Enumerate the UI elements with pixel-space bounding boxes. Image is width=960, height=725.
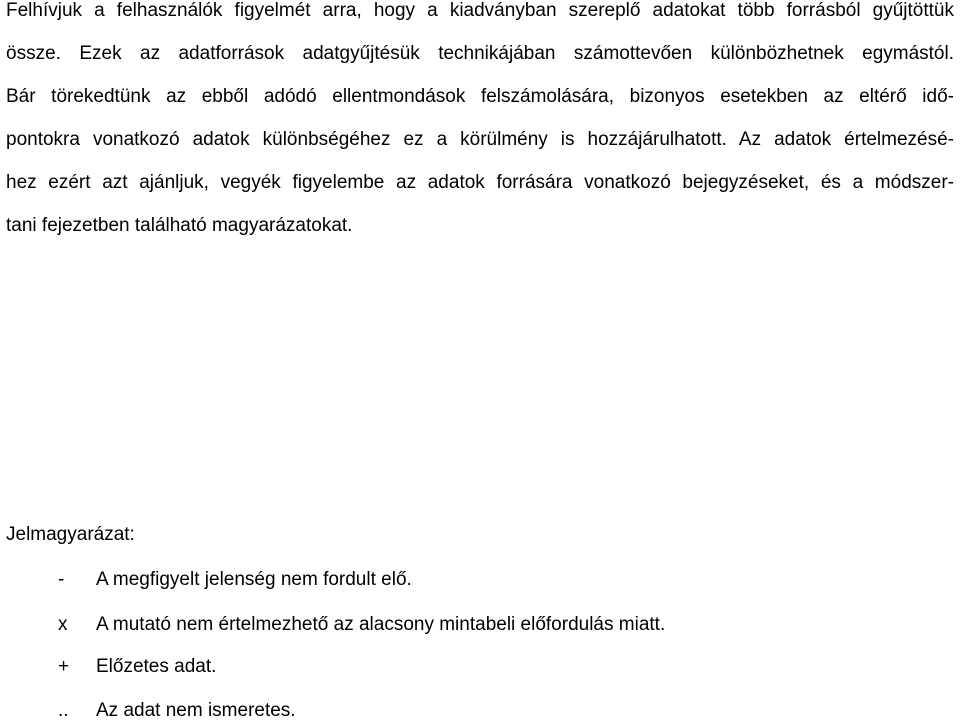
- legend-symbol: x: [58, 614, 68, 635]
- legend-symbol: -: [58, 569, 65, 590]
- legend-text: Az adat nem ismeretes.: [96, 700, 296, 721]
- notice-line-6: tani fejezetben található magyarázatokat.: [6, 215, 353, 236]
- legend-item: [0, 569, 900, 593]
- notice-line-4: pontokra vonatkozó adatok különbségéhez ez a körülmény is hozzájárulhatott. Az adatok értelmezésé-: [6, 129, 954, 150]
- notice-line-1: Felhívjuk a felhasználók figyelmét arra, hogy a kiadványban szereplő adatokat több forrásból gyűjtöttük: [6, 0, 954, 21]
- notice-line-5: hez ezért azt ajánljuk, vegyék figyelembe az adatok forrására vonatkozó bejegyzéseket, és a módszer-: [6, 172, 954, 193]
- legend-symbol: +: [58, 656, 70, 677]
- notice-line-2: össze. Ezek az adatforrások adatgyűjtésük technikájában számottevően különbözhetnek egymástól.: [6, 43, 954, 64]
- legend-title: Jelmagyarázat:: [6, 524, 135, 545]
- notice-line-3: Bár törekedtünk az ebből adódó ellentmondások felszámolására, bizonyos esetekben az eltérő idő-: [6, 86, 954, 107]
- legend-text: A mutató nem értelmezhető az alacsony mintabeli előfordulás miatt.: [96, 614, 666, 635]
- legend-text: Előzetes adat.: [96, 656, 217, 677]
- legend-text: A megfigyelt jelenség nem fordult elő.: [96, 569, 412, 590]
- legend-item: [0, 656, 900, 680]
- legend-item: [0, 614, 900, 638]
- legend-item: [0, 700, 900, 724]
- legend-symbol: ..: [58, 700, 69, 721]
